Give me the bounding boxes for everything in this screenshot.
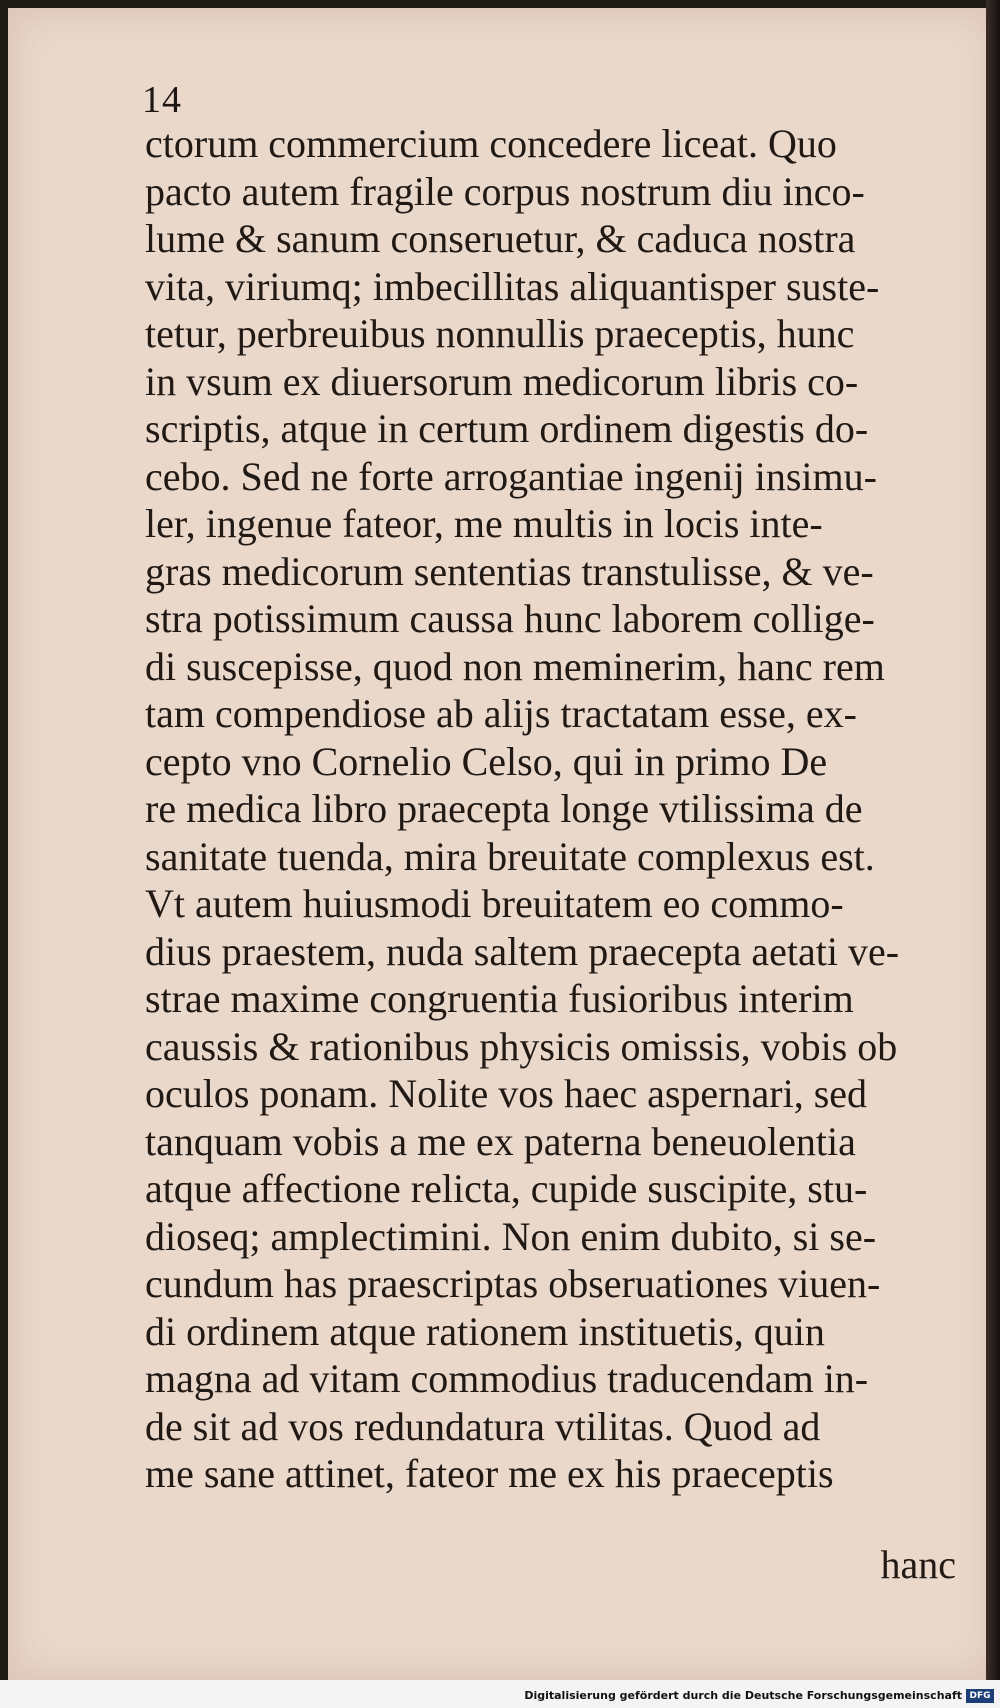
text-line: lume & sanum conseruetur, & caduca nostra xyxy=(145,216,856,261)
text-line: dius praestem, nuda saltem praecepta aetati ve- xyxy=(145,928,900,974)
text-line: de sit ad vos redundatura vtilitas. Quod ad xyxy=(145,1403,821,1449)
text-line: magna ad vitam commodius traducendam in- xyxy=(145,1356,869,1401)
text-line: re medica libro praecepta longe vtilissima de xyxy=(145,786,863,831)
dfg-logo: DFG xyxy=(966,1689,994,1703)
text-line: atque affectione relicta, cupide suscipite, stu- xyxy=(145,1166,868,1211)
funding-credit: Digitalisierung gefördert durch die Deutsche Forschungsgemeinschaft xyxy=(524,1689,962,1702)
text-line: cepto vno Cornelio Celso, qui in primo De xyxy=(145,738,828,784)
text-line: tanquam vobis a me ex paterna beneuolentia xyxy=(145,1118,856,1164)
page-number: 14 xyxy=(142,79,182,121)
text-line: pacto autem fragile corpus nostrum diu inco- xyxy=(145,168,865,214)
text-line: tam compendiose ab alijs tractatam esse, ex- xyxy=(145,691,857,736)
book-page xyxy=(8,8,996,1680)
text-line: Vt autem huiusmodi breuitatem eo commo- xyxy=(145,881,844,926)
page-text xyxy=(145,120,968,1498)
text-line: gras medicorum sententias transtulisse, & ve- xyxy=(145,548,874,594)
text-line: in vsum ex diuersorum medicorum libris co- xyxy=(145,358,859,404)
text-line: sanitate tuenda, mira breuitate complexus est. xyxy=(145,833,875,879)
text-line: cundum has praescriptas obseruationes viuen- xyxy=(145,1261,881,1306)
text-line: stra potissimum caussa hunc laborem collige- xyxy=(145,596,875,641)
text-line: di suscepisse, quod non meminerim, hanc rem xyxy=(145,643,885,689)
text-line: cebo. Sed ne forte arrogantiae ingenij insimu- xyxy=(145,453,877,499)
footer-bar xyxy=(0,1680,1000,1708)
text-line: ctorum commercium concedere liceat. Quo xyxy=(145,121,837,166)
text-line: di ordinem atque rationem instituetis, quin xyxy=(145,1308,825,1354)
text-line: caussis & rationibus physicis omissis, vobis ob xyxy=(145,1023,898,1069)
text-line: scriptis, atque in certum ordinem digestis do- xyxy=(145,406,869,451)
text-line: strae maxime congruentia fusioribus interim xyxy=(145,976,854,1021)
text-line: me sane attinet, fateor me ex his praeceptis xyxy=(145,1451,834,1496)
text-line: dioseq; amplectimini. Non enim dubito, si se- xyxy=(145,1213,877,1259)
page-edge xyxy=(986,0,1000,1680)
text-line: vita, viriumq; imbecillitas aliquantisper suste- xyxy=(145,263,880,309)
catchword: hanc xyxy=(880,1542,956,1587)
text-line: oculos ponam. Nolite vos haec aspernari, sed xyxy=(145,1071,868,1116)
text-line: tetur, perbreuibus nonnullis praeceptis, hunc xyxy=(145,311,855,356)
text-line: ler, ingenue fateor, me multis in locis inte- xyxy=(145,501,823,546)
